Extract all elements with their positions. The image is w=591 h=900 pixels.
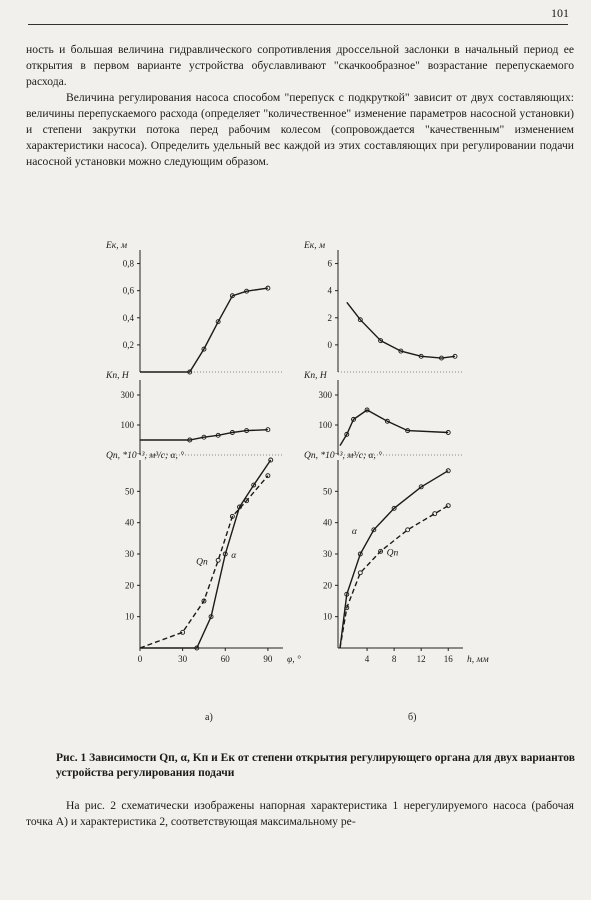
panel-label-b: б) — [408, 712, 417, 723]
panel1-sub1-series-0-line — [340, 410, 448, 446]
panel1-sub2-ylabel: Qп, *10⁻³, м³/с; α, ° — [304, 451, 383, 461]
panel0-xtick-label-2: 60 — [220, 654, 230, 664]
panel1-xtick-label-1: 8 — [391, 654, 397, 664]
panel1-sub2-ytick-label-2: 30 — [323, 549, 332, 559]
panel1-sub1-ytick-label-1: 100 — [318, 420, 332, 430]
panel0-xtick-label-3: 90 — [263, 654, 273, 664]
paragraph-1: ность и большая величина гидравлического сопротивления дроссельной заслонки в начальный период ее открытия в первом варианте устройства обуславливают "скачкообразное" возрастание перепускаемого расхода. — [26, 43, 574, 88]
panel0-sub0-ytick-label-3: 0,2 — [122, 339, 134, 350]
caption-text: Зависимости Qп, α, Kп и Eк от степени открытия регулирующего органа для двух вариантов устройства регулирования подачи — [56, 752, 575, 779]
panel0-sub2-ytick-label-1: 40 — [125, 517, 134, 528]
panel0-sub0-series-0-line — [140, 288, 268, 372]
panel1-sub2-series-1-point-4 — [406, 528, 410, 532]
panel1-xtick-label-0: 4 — [364, 654, 370, 664]
panel0-sub0-ylabel: Eк, м — [106, 241, 128, 251]
panel0-sub1-ylabel: Kп, Н — [106, 371, 129, 381]
panel1-sub0-series-0-line — [347, 302, 455, 358]
panel0-sub2-series-1-line — [140, 460, 271, 648]
panel0-sub2-ytick-label-3: 20 — [125, 580, 134, 591]
panel0-sub2-series-0-label: Qп — [196, 557, 208, 568]
paragraph-2: Величина регулирования насоса способом "перепуск с подкруткой" зависит от двух составляющих: величины перепускаемого расхода (определяет "количественное" изменение параметров насосной установки) и степени закрутки потока перед рабочим колесом (сопровождается "качественным" изменением характеристики насоса). Определить удельный вес каждой из этих составляющих при регулировании подачи насосной установки можно следующим образом. — [26, 91, 574, 168]
panel1-sub0-ylabel: Eк, м — [304, 241, 326, 251]
panel0-sub2-ytick-label-0: 50 — [125, 486, 134, 497]
panel1-sub2-ytick-label-4: 10 — [323, 611, 332, 622]
panel1-sub2-ytick-label-1: 40 — [323, 517, 332, 528]
panel1-sub0-ytick-label-2: 2 — [327, 312, 332, 323]
panel1-sub2-ytick-label-0: 50 — [323, 486, 332, 497]
panel1-xlabel: h, мм — [467, 655, 489, 665]
panel0-sub0-ytick-label-2: 0,4 — [122, 312, 134, 323]
panel1-sub2-series-1-point-6 — [446, 504, 450, 508]
panel1-sub2-series-0-line — [340, 471, 448, 648]
panel0-xtick-label-0: 0 — [137, 654, 143, 664]
panel0-sub2-series-0-point-6 — [266, 474, 270, 478]
panel0-sub2-ylabel: Qп, *10⁻³, м³/с; α, ° — [106, 451, 185, 461]
panel0-sub0-ytick-label-1: 0,6 — [122, 285, 134, 296]
paragraph-3: На рис. 2 схематически изображены напорная характеристика 1 нерегулируемого насоса (рабочая точка А) и характеристика 2, соответствующая максимальному ре- — [26, 799, 574, 828]
panel1-sub2-series-0-label: α — [351, 526, 357, 537]
panel0-sub2-ytick-label-4: 10 — [125, 611, 134, 622]
panel1-xtick-label-3: 16 — [443, 654, 453, 664]
panel1-sub1-ytick-label-0: 300 — [318, 390, 332, 400]
panel0-sub0-ytick-label-0: 0,8 — [122, 258, 134, 269]
panel1-xtick-label-2: 12 — [416, 654, 426, 664]
panel0-sub2-series-0-point-3 — [216, 558, 220, 562]
panel0-sub2-series-1-label: α — [231, 551, 237, 561]
bottom-text — [26, 798, 574, 830]
panel0-sub1-ytick-label-1: 100 — [120, 420, 134, 430]
panel0-xtick-label-1: 30 — [178, 654, 188, 664]
panel0-sub2-series-1-point-6 — [269, 458, 273, 462]
panel0-xlabel: φ, ° — [287, 655, 301, 665]
panel1-sub2-ytick-label-3: 20 — [323, 580, 332, 591]
page-number: 101 — [551, 6, 569, 20]
caption-label: Рис. 1 — [56, 752, 87, 764]
panel1-sub0-ytick-label-1: 4 — [327, 285, 332, 296]
panel-label-a: а) — [205, 712, 213, 723]
panel1-sub1-ylabel: Kп, Н — [304, 371, 327, 381]
panel0-sub1-ytick-label-0: 300 — [120, 390, 134, 400]
panel1-sub0-ytick-label-0: 6 — [327, 258, 332, 269]
figure-caption — [56, 751, 576, 781]
panel0-sub2-ytick-label-2: 30 — [125, 549, 134, 559]
panel1-sub2-series-1-label: Qп — [386, 548, 399, 559]
panel1-sub0-ytick-label-3: 0 — [327, 339, 332, 350]
